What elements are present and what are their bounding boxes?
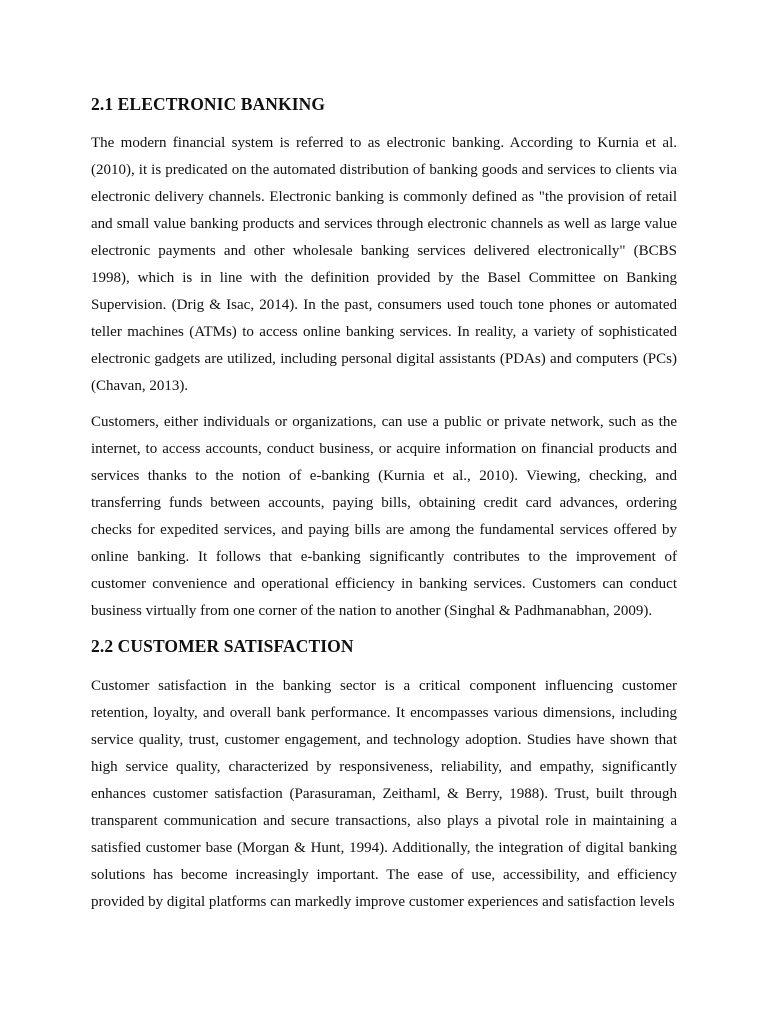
paragraph-electronic-banking-definition: The modern financial system is referred to as electronic banking. According to Kurnia et al. (2010), it is predicated on the automated distribution of banking goods and services to clients via electronic delivery channels. Electronic banking is commonly defined as "the provision of retail and small value banking products and services through electronic channels as well as large value electronic payments and other wholesale banking services delivered electronically" (BCBS 1998), which is in line with the definition provided by the Basel Committee on Banking Supervision. (Drig & Isac, 2014). In the past, consumers used touch tone phones or automated teller machines (ATMs) to access online banking services. In reality, a variety of sophisticated electronic gadgets are utilized, including personal digital assistants (PDAs) and computers (PCs) (Chavan, 2013). [91,135,677,394]
section-heading-customer-satisfaction: 2.2 CUSTOMER SATISFACTION [91,636,354,656]
paragraph-customer-satisfaction: Customer satisfaction in the banking sector is a critical component influencing customer retention, loyalty, and overall bank performance. It encompasses various dimensions, including service quality, trust, customer engagement, and technology adoption. Studies have shown that high service quality, characterized by responsiveness, reliability, and empathy, significantly enhances customer satisfaction (Parasuraman, Zeithaml, & Berry, 1988). Trust, built through transparent communication and secure transactions, also plays a pivotal role in maintaining a satisfied customer base (Morgan & Hunt, 1994). Additionally, the integration of digital banking solutions has become increasingly important. The ease of use, accessibility, and efficiency provided by digital platforms can markedly improve customer experiences and satisfaction levels [91,678,677,910]
document-page [91,92,677,916]
paragraph-e-banking-services: Customers, either individuals or organizations, can use a public or private network, such as the internet, to access accounts, conduct business, or acquire information on financial products and services thanks to the notion of e-banking (Kurnia et al., 2010). Viewing, checking, and transferring funds between accounts, paying bills, obtaining credit card advances, ordering checks for expedited services, and paying bills are among the fundamental services offered by online banking. It follows that e-banking significantly contributes to the improvement of customer convenience and operational efficiency in banking services. Customers can conduct business virtually from one corner of the nation to another (Singhal & Padhmanabhan, 2009). [91,414,677,619]
section-heading-electronic-banking: 2.1 ELECTRONIC BANKING [91,94,326,114]
